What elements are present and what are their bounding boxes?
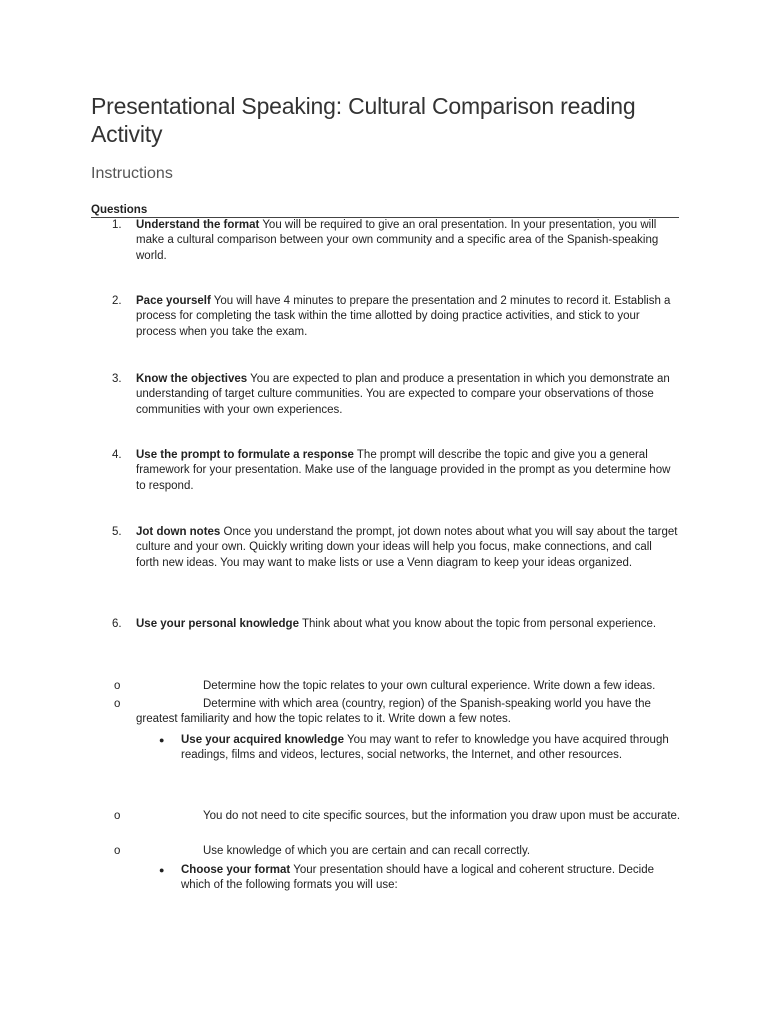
bullet-marker: ● <box>159 865 165 875</box>
item-number: 5. <box>112 526 122 538</box>
item-number: 6. <box>112 618 122 630</box>
item-number: 1. <box>112 219 122 231</box>
item-number: 2. <box>112 295 122 307</box>
sub-item <box>114 809 684 824</box>
sub-item-text: Use knowledge of which you are certain and can recall correctly. <box>203 845 531 857</box>
item-heading: Pace yourself <box>136 295 211 307</box>
item-text: You will be required to give an oral presentation. In your presentation, you will make a cultural comparison between your own community and a specific area of the Spanish-speaking world. <box>136 219 659 262</box>
document-title: Presentational Speaking: Cultural Comparison reading Activity <box>91 93 636 147</box>
item-number: 4. <box>112 449 122 461</box>
sub-item-marker: o <box>114 680 121 692</box>
bullet-text: Your presentation should have a logical and coherent structure. Decide which of the following formats you will use: <box>181 864 655 892</box>
item-number: 3. <box>112 373 122 385</box>
bullet-heading: Choose your format <box>181 864 291 876</box>
item-text: The prompt will describe the topic and give you a general framework for your presentation. Make use of the language provided in the prompt as you determine how to respond. <box>136 449 671 492</box>
item-text: Once you understand the prompt, jot down notes about what you will say about the target culture and your own. Quickly writing down your ideas will help you focus, make connections, and call forth new ideas. You may want to make lists or use a Venn diagram to keep your ideas organized. <box>136 526 678 569</box>
sub-item-text: Determine how the topic relates to your own cultural experience. Write down a few ideas. <box>203 680 656 692</box>
bullet-heading: Use your acquired knowledge <box>181 734 344 746</box>
sub-item <box>114 844 684 859</box>
sub-item-marker: o <box>114 845 121 857</box>
item-text: Think about what you know about the topic from personal experience. <box>298 618 657 630</box>
questions-label: Questions <box>91 204 148 216</box>
item-text: You will have 4 minutes to prepare the presentation and 2 minutes to record it. Establish a process for completing the task within the time allotted by doing practice activities, and stick to your process when you take the exam. <box>136 295 671 338</box>
item-heading: Know the objectives <box>136 373 248 385</box>
item-heading: Jot down notes <box>136 526 221 538</box>
section-heading: Instructions <box>91 165 173 182</box>
bullet-marker: ● <box>159 735 165 745</box>
sub-item <box>114 679 684 694</box>
item-heading: Understand the format <box>136 219 260 231</box>
sub-item-text: You do not need to cite specific sources, but the information you draw upon must be accurate. <box>203 810 681 822</box>
sub-item-marker: o <box>114 698 121 710</box>
sub-item <box>114 697 684 728</box>
sub-item-marker: o <box>114 810 121 822</box>
item-heading: Use the prompt to formulate a response <box>136 449 354 461</box>
sub-item-text: Determine with which area (country, region) of the Spanish-speaking world you have the greatest familiarity and how the topic relates to it. Write down a few notes. <box>136 698 651 726</box>
bullet-text: You may want to refer to knowledge you have acquired through readings, films and videos, lectures, social networks, the Internet, and other resources. <box>181 734 669 762</box>
item-heading: Use your personal knowledge <box>136 618 299 630</box>
item-text: You are expected to plan and produce a presentation in which you demonstrate an understanding of target culture communities. You are expected to compare your observations of those communities with your own experiences. <box>136 373 670 416</box>
